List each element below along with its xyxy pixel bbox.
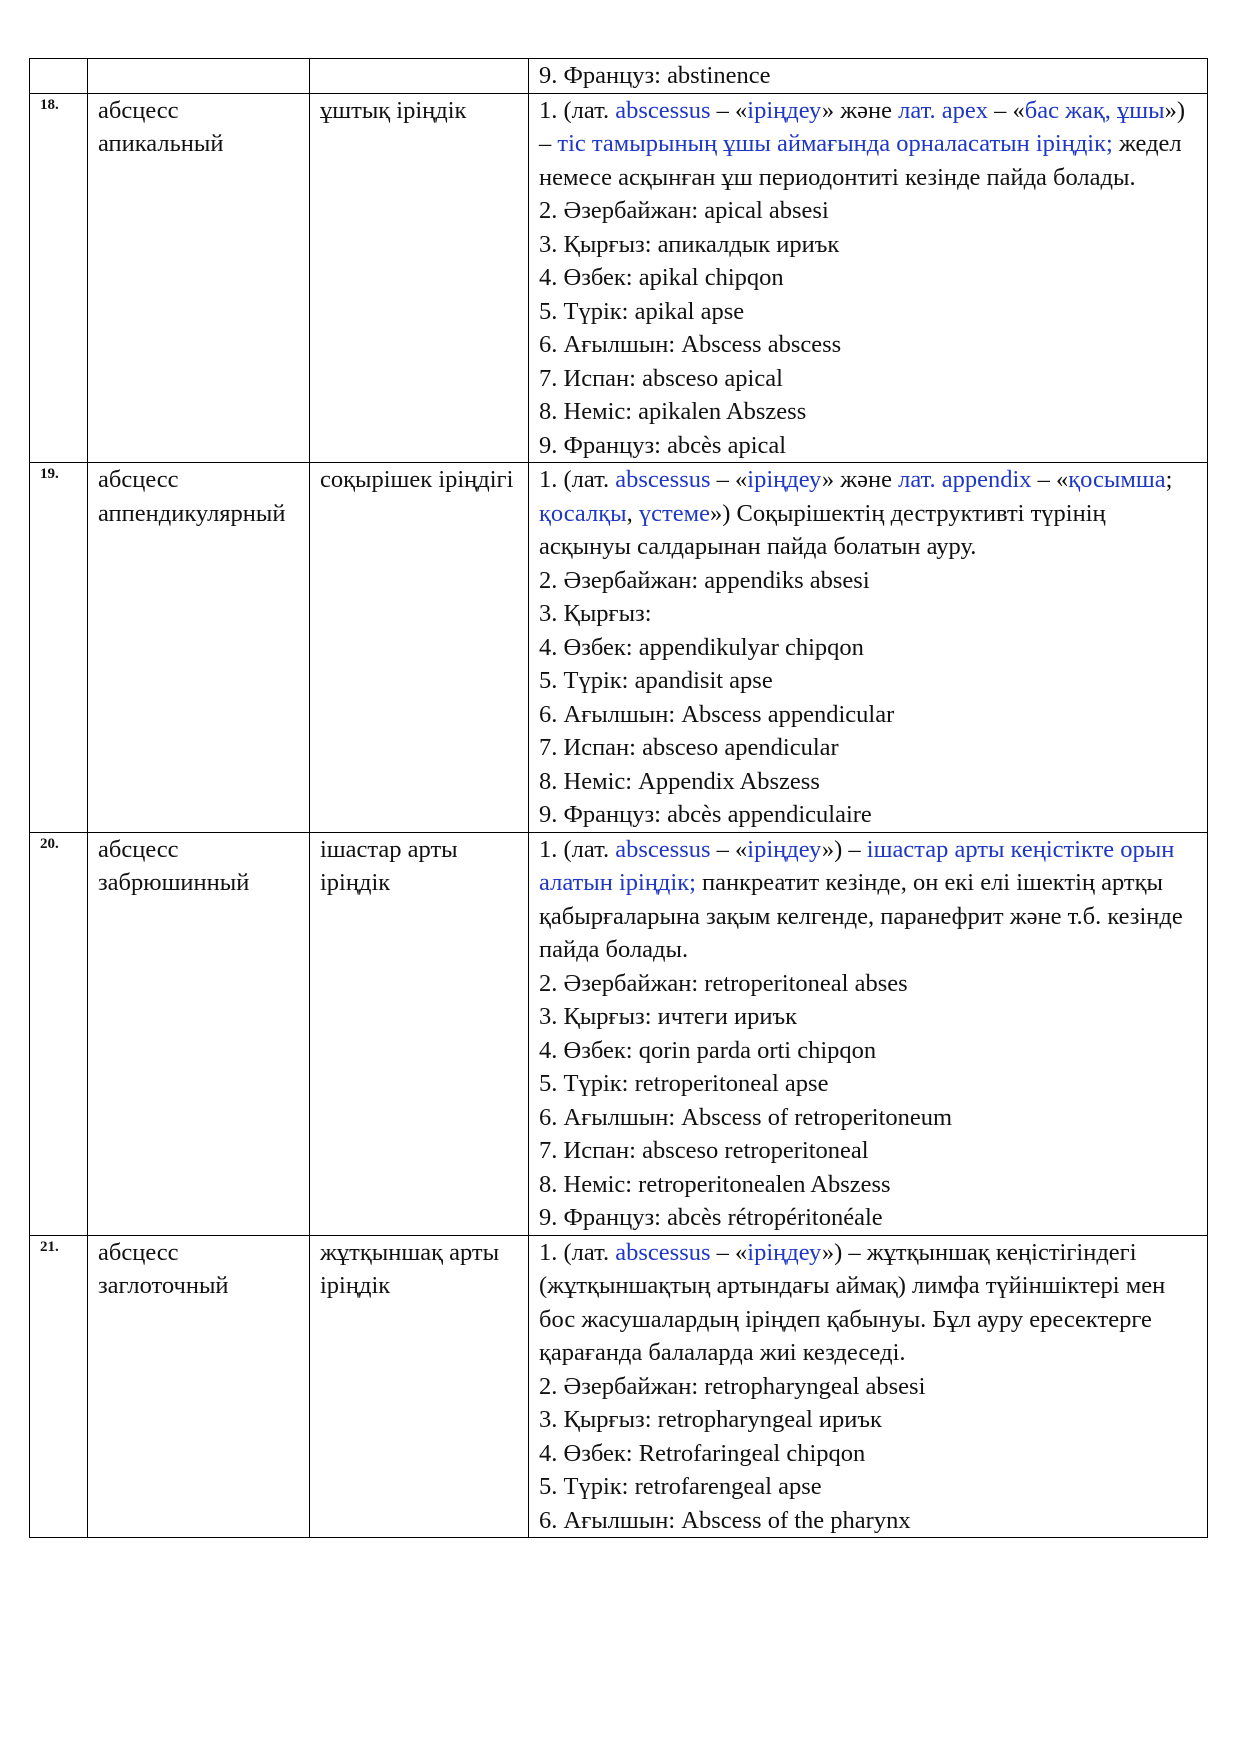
translation-line: 7. Испан: absceso apendicular (539, 734, 839, 761)
translation-line: 6. Ағылшын: Abscess abscess (539, 331, 842, 358)
term-kazakh (310, 59, 529, 94)
translation-line: 2. Әзербайжан: apical absesi (539, 197, 829, 224)
translation-line: 6. Ағылшын: Abscess of retroperitoneum (539, 1103, 953, 1131)
translation-line: 9. Француз: abstinence (539, 62, 771, 89)
definition-run: 1. (лат. (539, 1238, 616, 1266)
definition-run: – « (987, 96, 1025, 124)
row-number (30, 59, 88, 94)
definition-run: 1. (лат. (539, 466, 616, 493)
translation-line: 8. Неміс: retroperitonealen Abszess (539, 1170, 891, 1198)
definition-run: ; (1165, 466, 1173, 493)
term-russian (88, 59, 310, 94)
translation-line: 5. Түрік: apandisit apse (539, 667, 773, 694)
definition-run: – « (710, 1238, 748, 1266)
highlighted-term: үстеме (638, 499, 710, 527)
definition-run: панкреатит кезінде, он екі елі ішектің артқы қабырғаларына зақым келгенде, паранефрит және т.б. кезінде пайда болады. (539, 869, 1183, 963)
definition-run: , (626, 499, 639, 527)
definition-run: ») Соқырішектің деструктивті түрінің асқынуы салдарынан пайда болатын ауру. (539, 499, 1106, 560)
definition-cell (529, 59, 1208, 94)
glossary-table (29, 58, 1208, 1538)
highlighted-term: іріңдеу (747, 835, 822, 863)
highlighted-term: лат. apex (898, 96, 988, 124)
translation-line: 9. Француз: abcès apical (539, 431, 787, 459)
translation-line: 7. Испан: absceso apical (539, 364, 783, 392)
table-row (30, 463, 1208, 833)
highlighted-term: қосымша (1068, 466, 1166, 493)
translation-line: 4. Өзбек: appendikulyar chipqon (539, 633, 864, 661)
definition-cell (529, 463, 1208, 833)
translation-line: 2. Әзербайжан: retropharyngeal absesi (539, 1372, 926, 1400)
translation-line: 9. Француз: abcès appendiculaire (539, 801, 872, 828)
table-row (30, 93, 1208, 463)
definition-run: – « (710, 466, 748, 493)
translation-line: 8. Неміс: Appendix Abszess (539, 767, 820, 795)
table-row (30, 1235, 1208, 1538)
highlighted-term: іріңдеу (747, 96, 822, 124)
translation-line: 3. Қырғыз: ичтеги ириък (539, 1003, 798, 1030)
definition-cell (529, 93, 1208, 463)
term-russian: абсцесс заглоточный (88, 1235, 310, 1538)
term-kazakh: ішастар арты іріңдік (310, 832, 529, 1235)
table-row (30, 59, 1208, 94)
row-number: 18. (30, 93, 88, 463)
definition-run: » және (821, 466, 899, 493)
definition-run: – « (1031, 466, 1069, 493)
translation-line: 7. Испан: absceso retroperitoneal (539, 1137, 869, 1164)
glossary-body (30, 59, 1208, 1538)
definition-run: – « (710, 96, 748, 124)
row-number: 20. (30, 832, 88, 1235)
term-kazakh: соқырішек іріңдігі (310, 463, 529, 833)
definition-run: жедел немесе асқынған ұш периодонтиті кезінде пайда болады. (539, 130, 1182, 191)
definition-run: 1. (лат. (539, 96, 616, 124)
translation-line: 3. Қырғыз: (539, 600, 652, 627)
highlighted-term: ішастар арты кеңістікте орын алатын іріңдік; (539, 835, 1175, 896)
translation-line: 8. Неміс: apikalen Abszess (539, 398, 807, 425)
highlighted-term: abscessus (615, 1238, 711, 1266)
translation-line: 5. Түрік: retroperitoneal apse (539, 1070, 829, 1097)
term-russian: абсцесс забрюшинный (88, 832, 310, 1235)
row-number: 21. (30, 1235, 88, 1538)
definition-run: – « (710, 835, 748, 863)
translation-line: 4. Өзбек: Retrofaringeal chipqon (539, 1439, 866, 1467)
translation-line: 9. Француз: abcès rétropéritonéale (539, 1204, 883, 1231)
term-russian: абсцесс аппендикулярный (88, 463, 310, 833)
definition-run: ») – жұтқыншақ кеңістігіндегі (жұтқыншақтың артындағы аймақ) лимфа түйіншіктері мен бос жасушалардың іріңдеп қабынуы. Бұл ауру ересектерге қарағанда балаларда жиі кездеседі. (539, 1238, 1166, 1366)
highlighted-term: іріңдеу (747, 466, 822, 493)
definition-cell (529, 1235, 1208, 1538)
definition-text (539, 1236, 1199, 1370)
definition-text (539, 463, 1199, 564)
highlighted-term: abscessus (615, 835, 711, 863)
row-number: 19. (30, 463, 88, 833)
highlighted-term: бас жақ, ұшы (1024, 96, 1165, 124)
highlighted-term: тіс тамырының ұшы аймағында орналасатын іріңдік; (557, 130, 1113, 157)
translation-line: 4. Өзбек: qorin parda orti chipqon (539, 1036, 877, 1064)
translation-line: 6. Ағылшын: Abscess of the pharynx (539, 1506, 911, 1534)
translation-line: 3. Қырғыз: retropharyngeal ириък (539, 1406, 882, 1433)
term-kazakh: ұштық іріңдік (310, 93, 529, 463)
translation-line: 6. Ағылшын: Abscess appendicular (539, 700, 895, 728)
definition-run: 1. (лат. (539, 835, 616, 863)
highlighted-term: abscessus (615, 96, 711, 124)
highlighted-term: лат. appendix (898, 466, 1032, 493)
table-row (30, 832, 1208, 1235)
highlighted-term: abscessus (615, 466, 711, 493)
definition-cell (529, 832, 1208, 1235)
definition-run: ») – (821, 835, 867, 863)
translation-line: 2. Әзербайжан: appendiks absesi (539, 566, 870, 594)
highlighted-term: іріңдеу (747, 1238, 822, 1266)
translation-line: 2. Әзербайжан: retroperitoneal abses (539, 969, 908, 997)
definition-run: » және (821, 96, 899, 124)
term-russian: абсцесс апикальный (88, 93, 310, 463)
translation-line: 5. Түрік: retrofarengeal apse (539, 1473, 822, 1500)
translation-line: 3. Қырғыз: апикалдык ириък (539, 230, 840, 258)
definition-run: ») – (539, 96, 1186, 157)
translation-line: 4. Өзбек: apikal chipqon (539, 264, 784, 291)
highlighted-term: қосалқы (539, 499, 627, 527)
definition-text (539, 94, 1199, 195)
definition-text (539, 833, 1199, 967)
term-kazakh: жұтқыншақ арты іріңдік (310, 1235, 529, 1538)
translation-line: 5. Түрік: apikal apse (539, 297, 745, 325)
